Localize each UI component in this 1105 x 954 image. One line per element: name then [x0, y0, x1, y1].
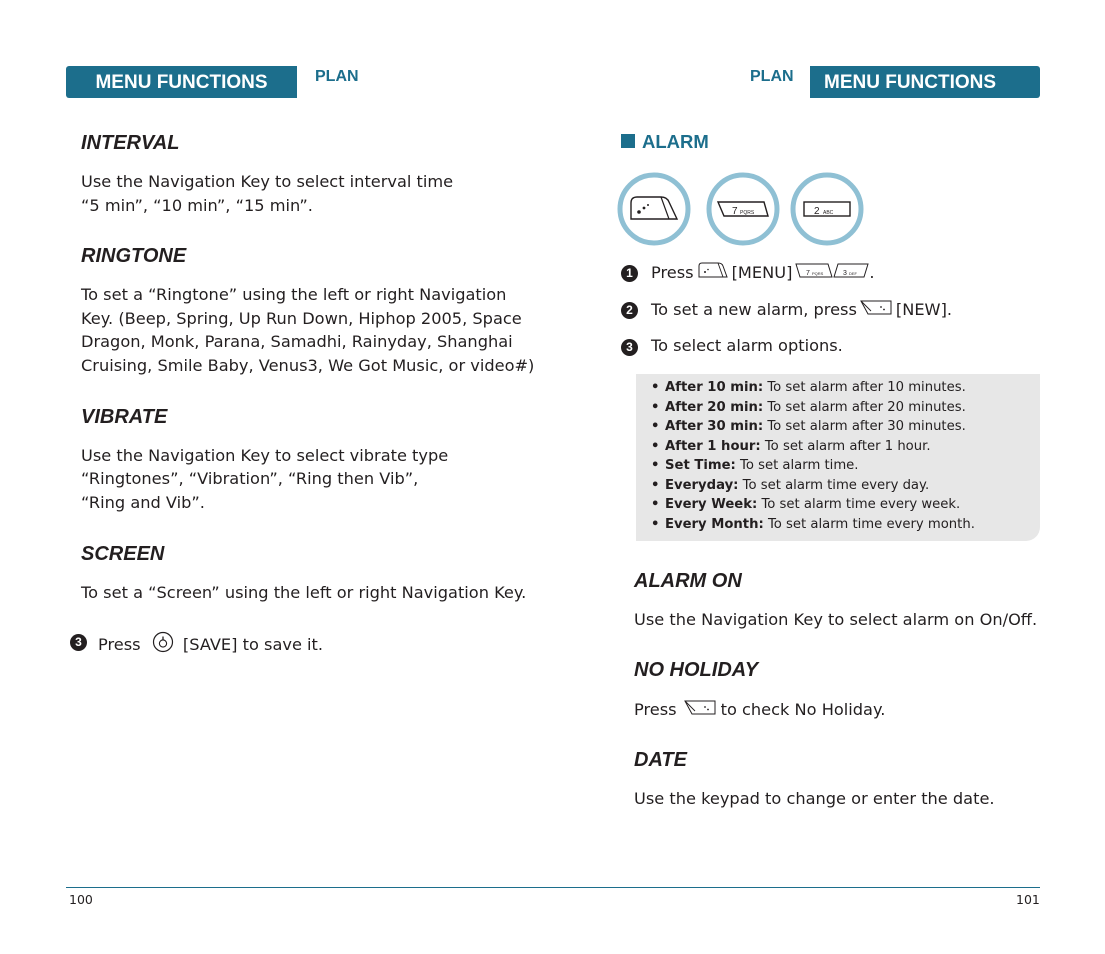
page-number-left: 100: [69, 892, 93, 907]
no-holiday-press: Press: [634, 699, 677, 719]
key-3-def-small-icon: [833, 260, 869, 287]
svg-text:PQRS: PQRS: [740, 210, 755, 216]
step-1-menu: [MENU]: [731, 262, 793, 282]
vibrate-line-2: “Ringtones”, “Vibration”, “Ring then Vib”,: [81, 469, 419, 488]
interval-line-2: “5 min”, “10 min”, “15 min”.: [81, 196, 313, 215]
soft-key-icon: [859, 297, 893, 324]
ringtone-line-3: Dragon, Monk, Parana, Samadhi, Rainyday, Shanghai: [81, 332, 513, 351]
vibrate-line-3: “Ring and Vib”.: [81, 493, 205, 512]
svg-text:PQRS: PQRS: [812, 271, 824, 276]
vibrate-line-1: Use the Navigation Key to select vibrate type: [81, 446, 449, 465]
option-after-20-min: • After 20 min: To set alarm after 20 minutes.: [651, 400, 966, 415]
step-1-period: .: [869, 262, 875, 282]
option-after-10-min: • After 10 min: To set alarm after 10 minutes.: [651, 380, 966, 395]
heading-alarm-on: ALARM ON: [634, 570, 742, 592]
svg-text:3: 3: [843, 270, 848, 277]
step-2-marker: 2: [621, 302, 638, 319]
ringtone-line-1: To set a “Ringtone” using the left or right Navigation: [81, 285, 507, 304]
save-step-press: Press: [98, 634, 141, 654]
step-2-after: [NEW].: [895, 299, 953, 319]
step-3-marker-left: 3: [70, 634, 87, 651]
svg-text:2: 2: [814, 206, 820, 217]
option-after-1-hour: • After 1 hour: To set alarm after 1 hour.: [651, 439, 931, 454]
heading-no-holiday: NO HOLIDAY: [634, 659, 759, 681]
key-7-pqrs-icon: [706, 172, 780, 250]
svg-text:ABC: ABC: [823, 210, 834, 216]
svg-text:DEF: DEF: [849, 271, 858, 276]
send-key-icon: [617, 172, 691, 250]
save-step-text: [98, 631, 323, 660]
step-2-text: [651, 297, 952, 324]
menu-functions-tab-right: MENU FUNCTIONS: [810, 66, 1040, 98]
option-after-30-min: • After 30 min: To set alarm after 30 minutes.: [651, 419, 966, 434]
heading-date: DATE: [634, 749, 687, 771]
step-1-press: Press: [651, 262, 694, 282]
no-holiday-text: [634, 697, 885, 724]
key-2-abc-icon: [790, 172, 864, 250]
alarm-options-panel: [636, 374, 1040, 541]
option-set-time: • Set Time: To set alarm time.: [651, 458, 859, 473]
alarm-on-text: Use the Navigation Key to select alarm on On/Off.: [634, 610, 1038, 629]
option-everyday: • Everyday: To set alarm time every day.: [651, 478, 930, 493]
step-3-marker-right: 3: [621, 339, 638, 356]
plan-subtitle-left: PLAN: [315, 68, 359, 85]
soft-key-icon-2: [683, 697, 717, 724]
svg-text:7: 7: [806, 270, 811, 277]
date-text: Use the keypad to change or enter the date.: [634, 789, 995, 808]
option-every-month: • Every Month: To set alarm time every month.: [651, 517, 975, 532]
step-1-text: [651, 260, 875, 287]
heading-ringtone: RINGTONE: [81, 245, 187, 267]
alarm-section-title: ALARM: [642, 131, 709, 152]
heading-interval: INTERVAL: [81, 132, 180, 154]
ringtone-line-2: Key. (Beep, Spring, Up Run Down, Hiphop 2005, Space: [81, 309, 522, 328]
ringtone-line-4: Cruising, Smile Baby, Venus3, We Got Music, or video#): [81, 356, 535, 375]
key-7-small-icon: [795, 260, 833, 287]
screen-line-1: To set a “Screen” using the left or right Navigation Key.: [81, 583, 527, 602]
step-1-marker: 1: [621, 265, 638, 282]
step-2-before: To set a new alarm, press: [651, 299, 857, 319]
ok-key-icon: [152, 631, 174, 660]
menu-functions-tab-left: MENU FUNCTIONS: [66, 66, 297, 98]
option-every-week: • Every Week: To set alarm time every week.: [651, 497, 961, 512]
save-step-after: [SAVE] to save it.: [182, 634, 324, 654]
footer-rule: [66, 887, 1040, 888]
step-3-text: To select alarm options.: [651, 336, 843, 355]
send-key-small-icon: [697, 260, 729, 287]
heading-vibrate: VIBRATE: [81, 406, 168, 428]
section-square-icon: [621, 134, 635, 148]
heading-screen: SCREEN: [81, 543, 165, 565]
interval-line-1: Use the Navigation Key to select interval time: [81, 172, 454, 191]
svg-text:7: 7: [732, 206, 738, 217]
page-number-right: 101: [1016, 892, 1040, 907]
plan-subtitle-right: PLAN: [750, 68, 794, 85]
no-holiday-after: to check No Holiday.: [720, 699, 886, 719]
